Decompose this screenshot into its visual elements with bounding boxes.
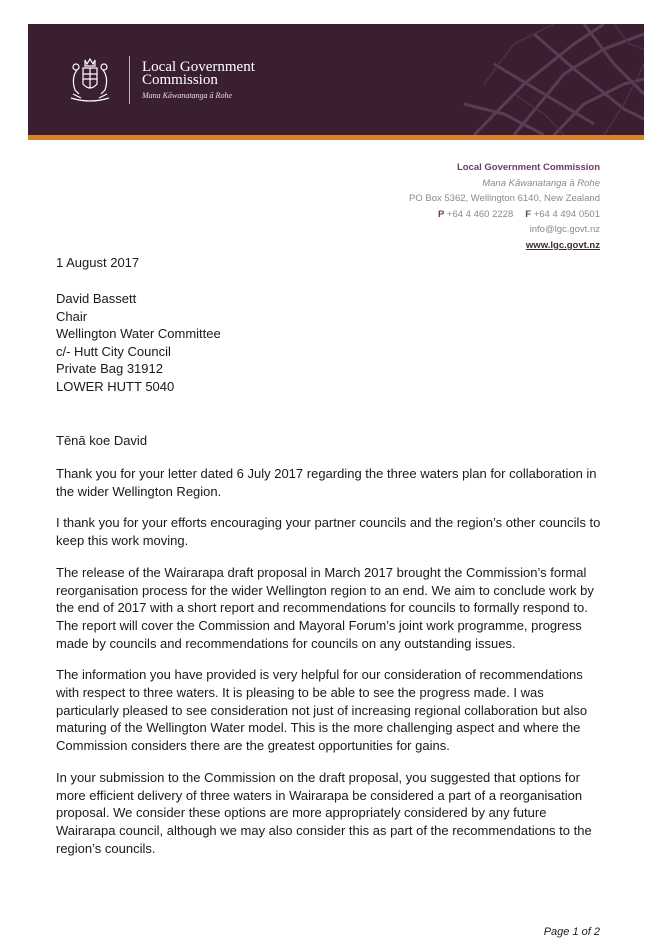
- recipient-line: c/- Hutt City Council: [56, 343, 171, 359]
- banner-divider: [129, 56, 130, 104]
- org-motto: Mana Kāwanatanga ā Rohe: [142, 91, 232, 100]
- recipient-line: LOWER HUTT 5040: [56, 378, 175, 394]
- fax-label: F: [525, 208, 532, 220]
- letter-date: 1 August 2017: [56, 255, 140, 270]
- contact-address: PO Box 5362, Wellington 6140, New Zealand: [409, 193, 600, 205]
- body-paragraph: The information you have provided is very helpful for our consideration of recommendations with respect to three waters. It is pleasing to be able to see the progress made. I was particularly pleased to see consideration not just of increasing regional collaboration but also maturing of the Wellington Water model. This is the more challenging aspect and where the Commission considers there are the greatest opportunities for gains.: [56, 667, 588, 754]
- recipient-line: David Bassett: [56, 291, 137, 306]
- recipient-line: Private Bag 31912: [56, 361, 163, 376]
- salutation: Tēnā koe David: [56, 433, 148, 448]
- body-paragraph: Thank you for your letter dated 6 July 2017 regarding the three waters plan for collaboration in the wider Wellington Region.: [56, 466, 597, 499]
- phone-number: +64 4 460 2228: [446, 208, 514, 220]
- contact-phone-fax: [409, 207, 600, 223]
- contact-org: Local Government Commission: [456, 162, 600, 173]
- body-paragraph: In your submission to the Commission on the draft proposal, you suggested that options for more efficient delivery of three waters in Wairarapa be considered a part of a reorganisation proposal. We consider these options are more appropriately considered by any future Wairarapa council, although we may also consider this as part of the recommendations to the region’s councils.: [56, 769, 592, 856]
- contact-motto: Mana Kāwanatanga ā Rohe: [482, 177, 600, 189]
- recipient-line: Wellington Water Committee: [56, 326, 221, 341]
- letter-body: [56, 465, 606, 871]
- contact-block: [409, 160, 600, 254]
- contact-website-link[interactable]: www.lgc.govt.nz: [525, 239, 600, 251]
- fax-number: +64 4 494 0501: [533, 208, 600, 220]
- body-paragraph: The release of the Wairarapa draft proposal in March 2017 brought the Commission’s formal reorganisation process for the wider Wellington region to an end. We aim to conclude work by the end of 2017 with a short report and recommendations for councils to formally respond to. The report will cover the Commission and Mayoral Forum’s joint work programme, progress made by councils and recommendations for councils on any outstanding issues.: [56, 564, 594, 651]
- coat-of-arms-logo: [61, 54, 119, 106]
- recipient-address: [56, 290, 221, 395]
- banner-accent-stripe: [28, 135, 644, 140]
- contact-email[interactable]: info@lgc.govt.nz: [529, 224, 600, 236]
- street-map-graphic: [454, 24, 644, 135]
- phone-label: P: [437, 208, 445, 220]
- recipient-line: Chair: [56, 308, 88, 324]
- page-number: Page 1 of 2: [543, 926, 600, 938]
- body-paragraph: I thank you for your efforts encouraging your partner councils and the region’s other councils to keep this work moving.: [56, 515, 601, 549]
- org-name: Local Government Commission: [142, 59, 255, 88]
- letterhead-banner: [28, 24, 644, 135]
